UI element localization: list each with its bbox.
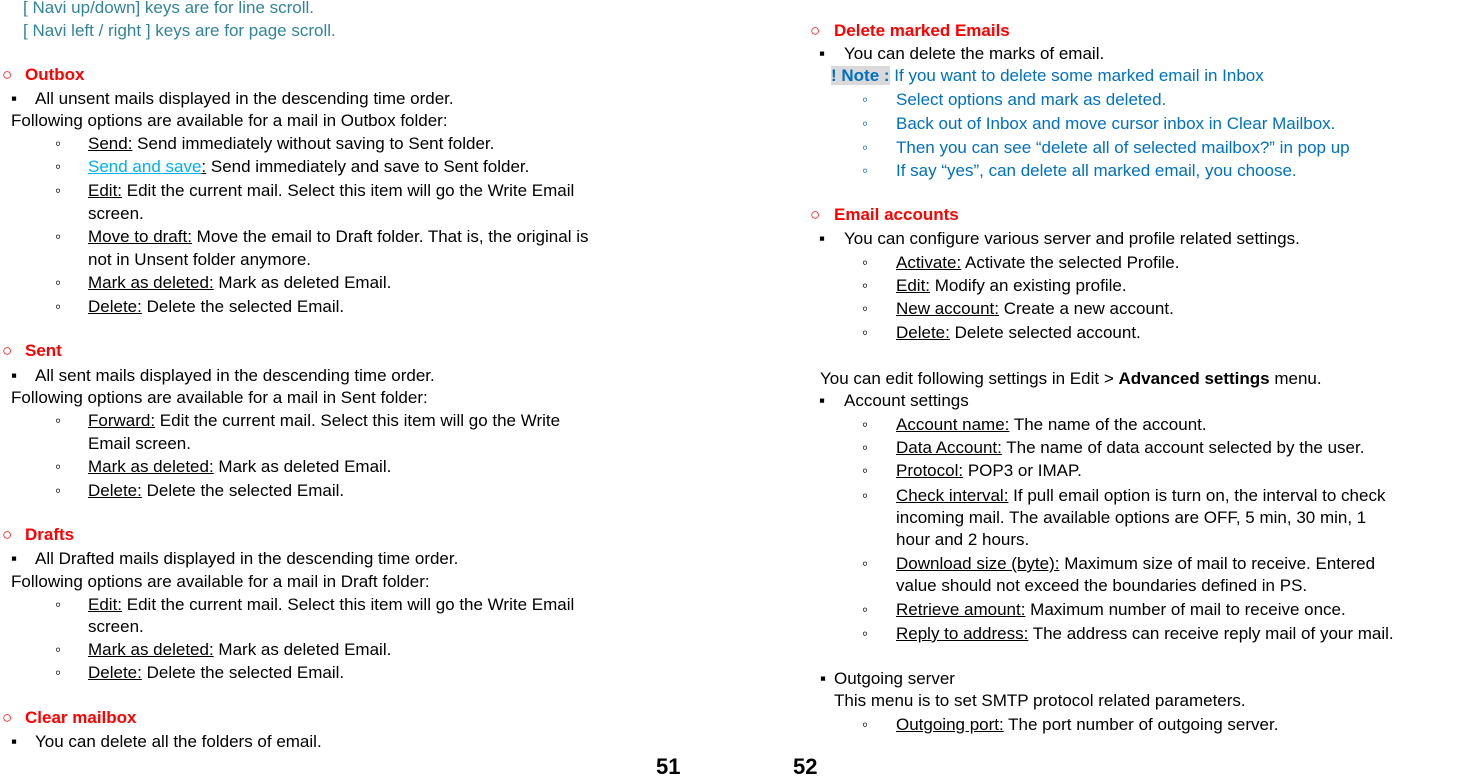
page-number-right: 52 — [793, 754, 818, 779]
option-label: Forward: — [88, 411, 156, 430]
section-circle-icon: ○ — [2, 341, 13, 360]
outgoing-server-label: Outgoing server — [834, 669, 955, 688]
small-circle-bullet-icon: ◦ — [55, 595, 62, 614]
option-label: Delete: — [88, 481, 142, 500]
option-text: Mark as deleted Email. — [213, 457, 392, 476]
section-circle-icon: ○ — [810, 21, 821, 40]
option-label: Data Account: — [896, 438, 1002, 457]
page-number-left: 51 — [656, 754, 681, 779]
option-label: Mark as deleted: — [88, 640, 214, 659]
option-text: Mark as deleted Email. — [213, 640, 392, 659]
option-text: Create a new account. — [999, 299, 1174, 318]
send-and-save-link[interactable]: Send and save — [88, 157, 202, 176]
small-circle-bullet-icon: ◦ — [862, 161, 869, 180]
option-label: Edit: — [88, 181, 123, 200]
drafts-mark-item — [88, 640, 391, 660]
small-circle-bullet-icon: ◦ — [862, 554, 869, 573]
sent-mark-item — [88, 457, 391, 477]
option-label: Delete: — [896, 323, 950, 342]
download-size-cont: value should not exceed the boundaries defined in PS. — [896, 576, 1308, 595]
small-circle-bullet-icon: ◦ — [55, 457, 62, 476]
option-label: Move to draft: — [88, 227, 192, 246]
square-bullet-icon: ▪ — [11, 366, 18, 385]
small-circle-bullet-icon: ◦ — [862, 715, 869, 734]
note-step-4: If say “yes”, can delete all marked email, you choose. — [896, 161, 1297, 180]
small-circle-bullet-icon: ◦ — [55, 411, 62, 430]
check-interval-cont-2: hour and 2 hours. — [896, 530, 1030, 549]
small-circle-bullet-icon: ◦ — [55, 157, 62, 176]
square-bullet-icon: ▪ — [820, 669, 827, 688]
accounts-bullet: You can configure various server and profile related settings. — [844, 229, 1300, 248]
note-step-3: Then you can see “delete all of selected mailbox?” in pop up — [896, 138, 1350, 157]
section-circle-icon: ○ — [810, 205, 821, 224]
square-bullet-icon: ▪ — [819, 229, 826, 248]
drafts-bullet: All Drafted mails displayed in the descending time order. — [35, 549, 459, 568]
option-label: Download size (byte): — [896, 554, 1060, 573]
option-label: Edit: — [896, 276, 931, 295]
option-text: Move the email to Draft folder. That is, the original is — [191, 227, 589, 246]
option-label: Outgoing port: — [896, 715, 1004, 734]
option-label: Mark as deleted: — [88, 273, 214, 292]
outbox-mark-item — [88, 273, 391, 293]
option-text: If pull email option is turn on, the interval to check — [1008, 486, 1386, 505]
outbox-edit-cont: screen. — [88, 204, 144, 223]
delete-marked-heading: Delete marked Emails — [834, 21, 1010, 40]
accounts-delete-item — [896, 323, 1141, 343]
small-circle-bullet-icon: ◦ — [862, 486, 869, 505]
small-circle-bullet-icon: ◦ — [55, 663, 62, 682]
option-text: Mark as deleted Email. — [213, 273, 392, 292]
option-label: Edit: — [88, 595, 123, 614]
option-label: Send: — [88, 134, 133, 153]
small-circle-bullet-icon: ◦ — [862, 438, 869, 457]
option-label: Delete: — [88, 297, 142, 316]
note-line — [831, 66, 1264, 86]
option-text: POP3 or IMAP. — [963, 461, 1082, 480]
option-text: Maximum size of mail to receive. Entered — [1059, 554, 1376, 573]
square-bullet-icon: ▪ — [819, 44, 826, 63]
option-text: Maximum number of mail to receive once. — [1025, 600, 1346, 619]
accounts-new-item — [896, 299, 1174, 319]
square-bullet-icon: ▪ — [11, 732, 18, 751]
section-circle-icon: ○ — [2, 65, 13, 84]
reply-address-item — [896, 624, 1394, 644]
option-text: Delete the selected Email. — [141, 481, 345, 500]
account-name-item — [896, 415, 1207, 435]
option-text: The address can receive reply mail of your mail. — [1028, 624, 1394, 643]
small-circle-bullet-icon: ◦ — [862, 624, 869, 643]
option-label: Check interval: — [896, 486, 1009, 505]
small-circle-bullet-icon: ◦ — [55, 481, 62, 500]
sent-delete-item — [88, 481, 344, 501]
small-circle-bullet-icon: ◦ — [862, 323, 869, 342]
check-interval-cont-1: incoming mail. The available options are OFF, 5 min, 30 min, 1 — [896, 508, 1367, 527]
note-text: If you want to delete some marked email in Inbox — [889, 66, 1264, 85]
drafts-delete-item — [88, 663, 344, 683]
small-circle-bullet-icon: ◦ — [862, 253, 869, 272]
outbox-move-item — [88, 227, 588, 247]
option-label: Mark as deleted: — [88, 457, 214, 476]
drafts-following: Following options are available for a mail in Draft folder: — [11, 572, 430, 591]
account-settings-label: Account settings — [844, 391, 969, 410]
note-step-1: Select options and mark as deleted. — [896, 90, 1167, 109]
option-text: Edit the current mail. Select this item will go the Write Email — [122, 181, 575, 200]
protocol-item — [896, 461, 1082, 481]
option-text: The name of the account. — [1009, 415, 1207, 434]
option-label: Reply to address: — [896, 624, 1029, 643]
data-account-item — [896, 438, 1364, 458]
sent-forward-item — [88, 411, 560, 431]
option-label: Delete: — [88, 663, 142, 682]
section-circle-icon: ○ — [2, 708, 13, 727]
outbox-send-item — [88, 134, 494, 154]
option-colon: : — [201, 157, 207, 176]
small-circle-bullet-icon: ◦ — [862, 90, 869, 109]
adv-bold: Advanced settings — [1118, 369, 1270, 388]
note-label: ! Note : — [831, 66, 890, 85]
outgoing-server-desc: This menu is to set SMTP protocol related parameters. — [834, 691, 1246, 710]
drafts-heading: Drafts — [25, 525, 75, 544]
option-text: Send immediately without saving to Sent folder. — [132, 134, 495, 153]
clear-bullet: You can delete all the folders of email. — [35, 732, 322, 751]
option-text: The name of data account selected by the user. — [1001, 438, 1365, 457]
note-step-2: Back out of Inbox and move cursor inbox in Clear Mailbox. — [896, 114, 1336, 133]
option-text: Send immediately and save to Sent folder. — [206, 157, 530, 176]
intro-line-2: [ Navi left / right ] keys are for page scroll. — [23, 21, 336, 40]
option-text: Modify an existing profile. — [930, 276, 1127, 295]
sent-heading: Sent — [25, 341, 62, 360]
option-text: Delete selected account. — [949, 323, 1141, 342]
accounts-heading: Email accounts — [834, 205, 959, 224]
small-circle-bullet-icon: ◦ — [55, 134, 62, 153]
outbox-sendsave-item — [88, 157, 529, 177]
outbox-delete-item — [88, 297, 344, 317]
small-circle-bullet-icon: ◦ — [862, 276, 869, 295]
square-bullet-icon: ▪ — [11, 549, 18, 568]
sent-following: Following options are available for a mail in Sent folder: — [11, 388, 428, 407]
accounts-activate-item — [896, 253, 1180, 273]
outbox-following: Following options are available for a mail in Outbox folder: — [11, 111, 448, 130]
option-text: Delete the selected Email. — [141, 297, 345, 316]
advanced-settings-line — [820, 369, 1322, 389]
small-circle-bullet-icon: ◦ — [862, 415, 869, 434]
small-circle-bullet-icon: ◦ — [862, 138, 869, 157]
small-circle-bullet-icon: ◦ — [862, 299, 869, 318]
square-bullet-icon: ▪ — [819, 391, 826, 410]
outbox-heading: Outbox — [25, 65, 85, 84]
small-circle-bullet-icon: ◦ — [862, 114, 869, 133]
sent-bullet: All sent mails displayed in the descending time order. — [35, 366, 435, 385]
section-circle-icon: ○ — [2, 525, 13, 544]
accounts-edit-item — [896, 276, 1127, 296]
delete-marked-bullet: You can delete the marks of email. — [844, 44, 1105, 63]
option-text: Edit the current mail. Select this item will go the Write — [155, 411, 561, 430]
outbox-move-cont: not in Unsent folder anymore. — [88, 250, 312, 269]
drafts-edit-item — [88, 595, 574, 615]
option-label: Protocol: — [896, 461, 964, 480]
small-circle-bullet-icon: ◦ — [55, 297, 62, 316]
small-circle-bullet-icon: ◦ — [55, 273, 62, 292]
small-circle-bullet-icon: ◦ — [55, 640, 62, 659]
intro-line-1: [ Navi up/down] keys are for line scroll. — [23, 0, 315, 17]
clear-heading: Clear mailbox — [25, 708, 137, 727]
square-bullet-icon: ▪ — [11, 89, 18, 108]
sent-forward-cont: Email screen. — [88, 434, 191, 453]
option-text: Delete the selected Email. — [141, 663, 345, 682]
adv-post: menu. — [1269, 369, 1322, 388]
option-label: Account name: — [896, 415, 1010, 434]
outbox-edit-item — [88, 181, 574, 201]
small-circle-bullet-icon: ◦ — [862, 600, 869, 619]
retrieve-amount-item — [896, 600, 1346, 620]
adv-pre: You can edit following settings in Edit > — [820, 369, 1119, 388]
small-circle-bullet-icon: ◦ — [862, 461, 869, 480]
small-circle-bullet-icon: ◦ — [55, 181, 62, 200]
outbox-bullet: All unsent mails displayed in the descending time order. — [35, 89, 454, 108]
download-size-item — [896, 554, 1375, 574]
option-label: Retrieve amount: — [896, 600, 1026, 619]
small-circle-bullet-icon: ◦ — [55, 227, 62, 246]
option-text: The port number of outgoing server. — [1003, 715, 1279, 734]
option-text: Activate the selected Profile. — [961, 253, 1180, 272]
drafts-edit-cont: screen. — [88, 617, 144, 636]
outgoing-port-item — [896, 715, 1278, 735]
option-label: New account: — [896, 299, 999, 318]
option-text: Edit the current mail. Select this item will go the Write Email — [122, 595, 575, 614]
check-interval-item — [896, 486, 1385, 506]
option-label: Activate: — [896, 253, 962, 272]
